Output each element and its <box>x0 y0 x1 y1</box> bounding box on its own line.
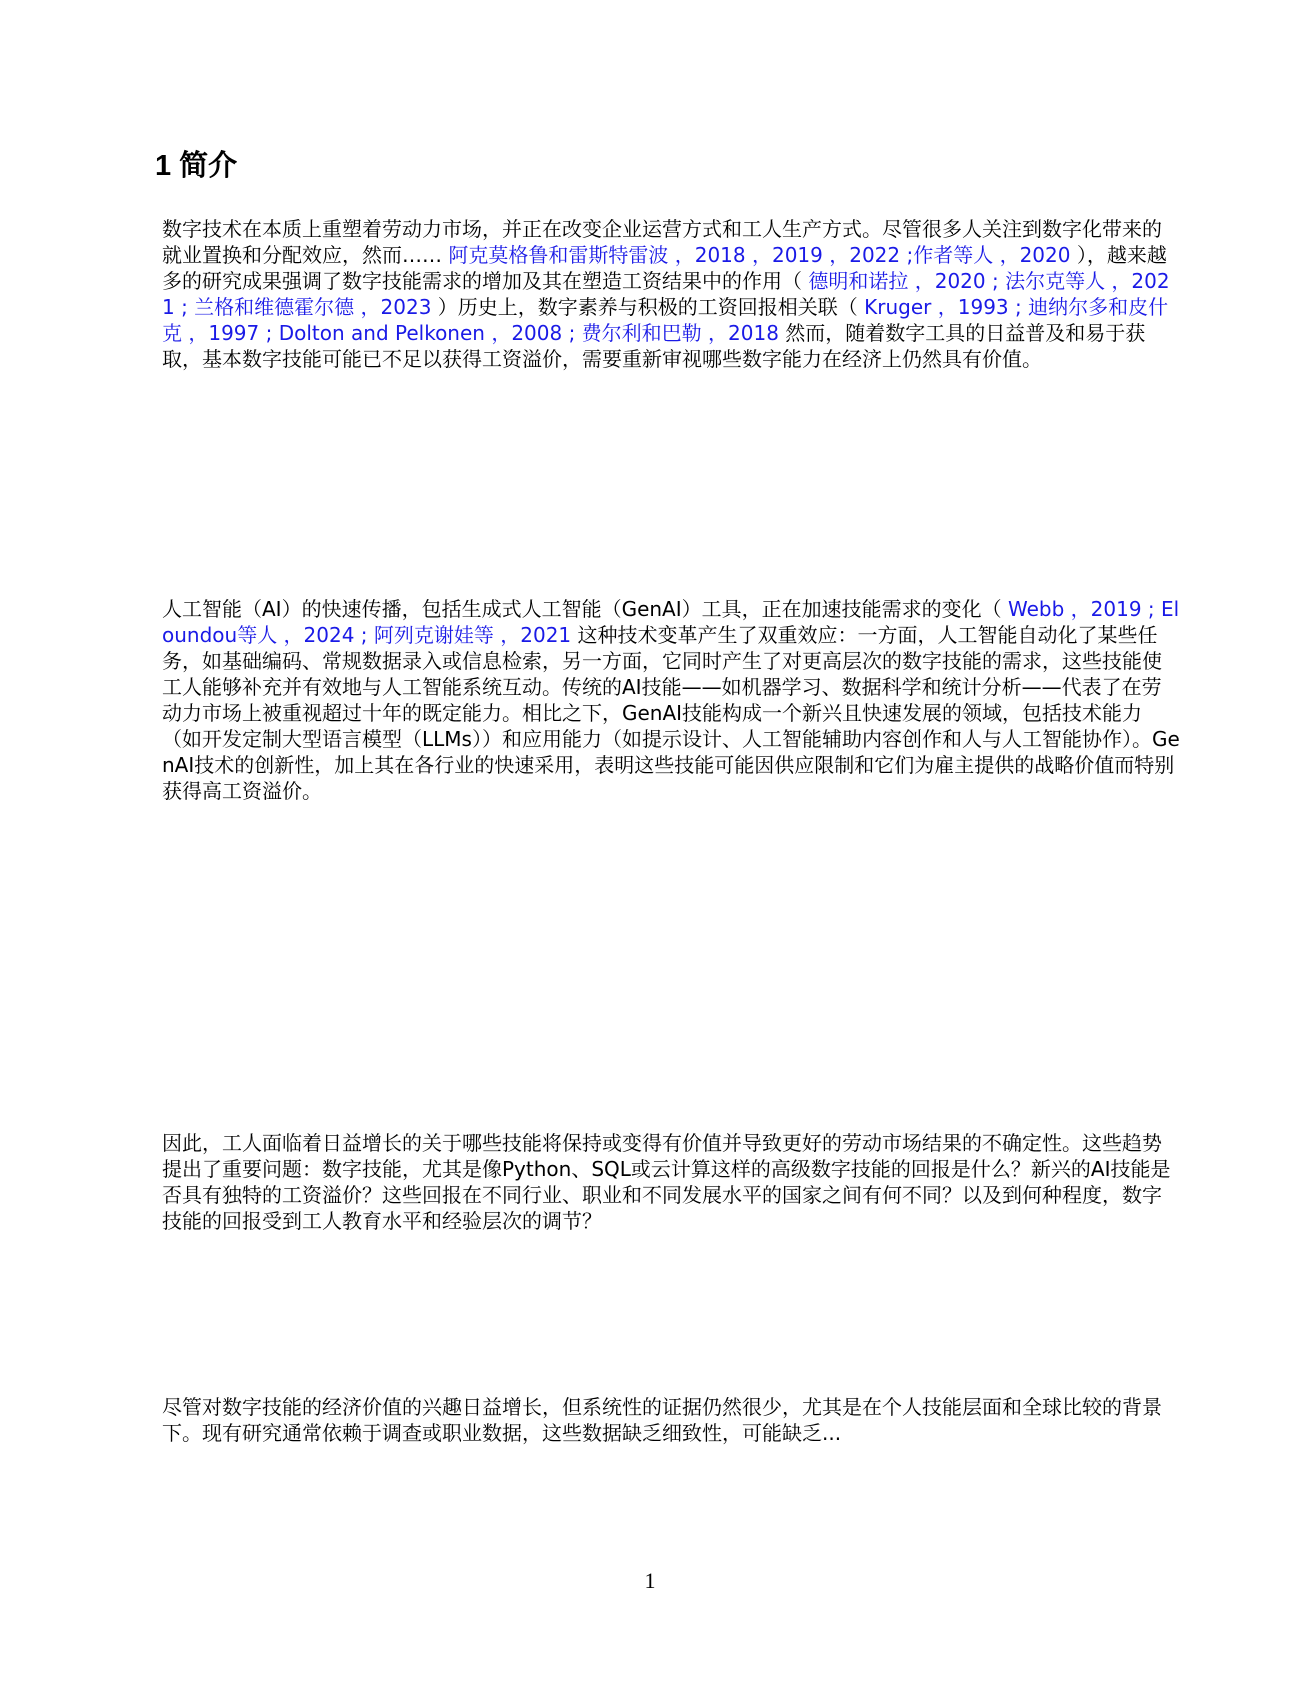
paragraph-text: ）历史上，数字素养与积极的工资回报相关联（ <box>431 295 865 319</box>
paragraph-text: 这种技术变革产生了双重效应：一方面，人工智能自动化了某些任务，如基础编码、常规数据录入或信息检索，另一方面，它同时产生了对更高层次的数字技能的需求，这些技能使工人能够补充并有效地与人工智能系统互动。传统的AI技能——如机器学习、数据科学和统计分析——代表了在劳动力市场上被重视超过十年的既定能力。相比之下，GenAI技能构成一个新兴且快速发展的领域，包括技术能力（如开发定制大型语言模型（LLMs））和应用能力（如提示设计、人工智能辅助内容创作和人与人工智能协作）。GenAI技术的创新性，加上其在各行业的快速采用，表明这些技能可能因供应限制和它们为雇主提供的战略价值而特别获得高工资溢价。 <box>162 623 1180 803</box>
citation-link[interactable]: 德明和诺拉 ，2020 ; 法尔克等人 ，2021 ; 兰格和维德霍尔德 ，2023 <box>162 269 1170 319</box>
section-heading: 1 简介 <box>155 150 238 182</box>
paragraph-text: 数字技术在本质上重塑着劳动力市场，并正在改变企业运营方式和工人生产方式。尽管很多人关注到数字化带来的就业置换和分配效应，然而…… <box>162 217 1162 267</box>
paragraph-text: 然而，随着数字工具的日益普及和易于获取，基本数字技能可能已不足以获得工资溢价，需要重新审视哪些数字能力在经济上仍然具有价值。 <box>162 321 1146 371</box>
page-number: 1 <box>644 1568 656 1593</box>
paragraph-text: 因此，工人面临着日益增长的关于哪些技能将保持或变得有价值并导致更好的劳动市场结果的不确定性。这些趋势提出了重要问题：数字技能，尤其是像Python、SQL或云计算这样的高级数字技能的回报是什么？新兴的AI技能是否具有独特的工资溢价？这些回报在不同行业、职业和不同发展水平的国家之间有何不同？以及到何种程度，数字技能的回报受到工人教育水平和经验层次的调节？ <box>162 1131 1171 1233</box>
paragraph-evidence-gap <box>162 1394 1180 1446</box>
citation-link[interactable]: Kruger ，1993 ; 迪纳尔多和皮什克 ，1997 ; Dolton and Pelkonen ，2008 ; 费尔利和巴勒 ，2018 <box>162 295 1169 345</box>
paragraph-digital-skills <box>162 216 1180 372</box>
paragraph-text: ），越来越多的研究成果强调了数字技能需求的增加及其在塑造工资结果中的作用（ <box>162 243 1167 293</box>
citation-link[interactable]: Webb ，2019 ; Eloundou等人 ，2024 ; 阿列克谢娃等 ，2021 <box>162 597 1180 647</box>
paragraph-ai-diffusion <box>162 596 1180 804</box>
citation-link[interactable]: 阿克莫格鲁和雷斯特雷波 ，2018 ，2019 ，2022 ;作者等人 ，2020 <box>448 243 1071 267</box>
paragraph-text: 人工智能（AI）的快速传播，包括生成式人工智能（GenAI）工具，正在加速技能需求的变化（ <box>162 597 1008 621</box>
paragraph-research-questions <box>162 1130 1180 1234</box>
paragraph-text: 尽管对数字技能的经济价值的兴趣日益增长，但系统性的证据仍然很少，尤其是在个人技能层面和全球比较的背景下。现有研究通常依赖于调查或职业数据，这些数据缺乏细致性，可能缺乏... <box>162 1395 1162 1445</box>
